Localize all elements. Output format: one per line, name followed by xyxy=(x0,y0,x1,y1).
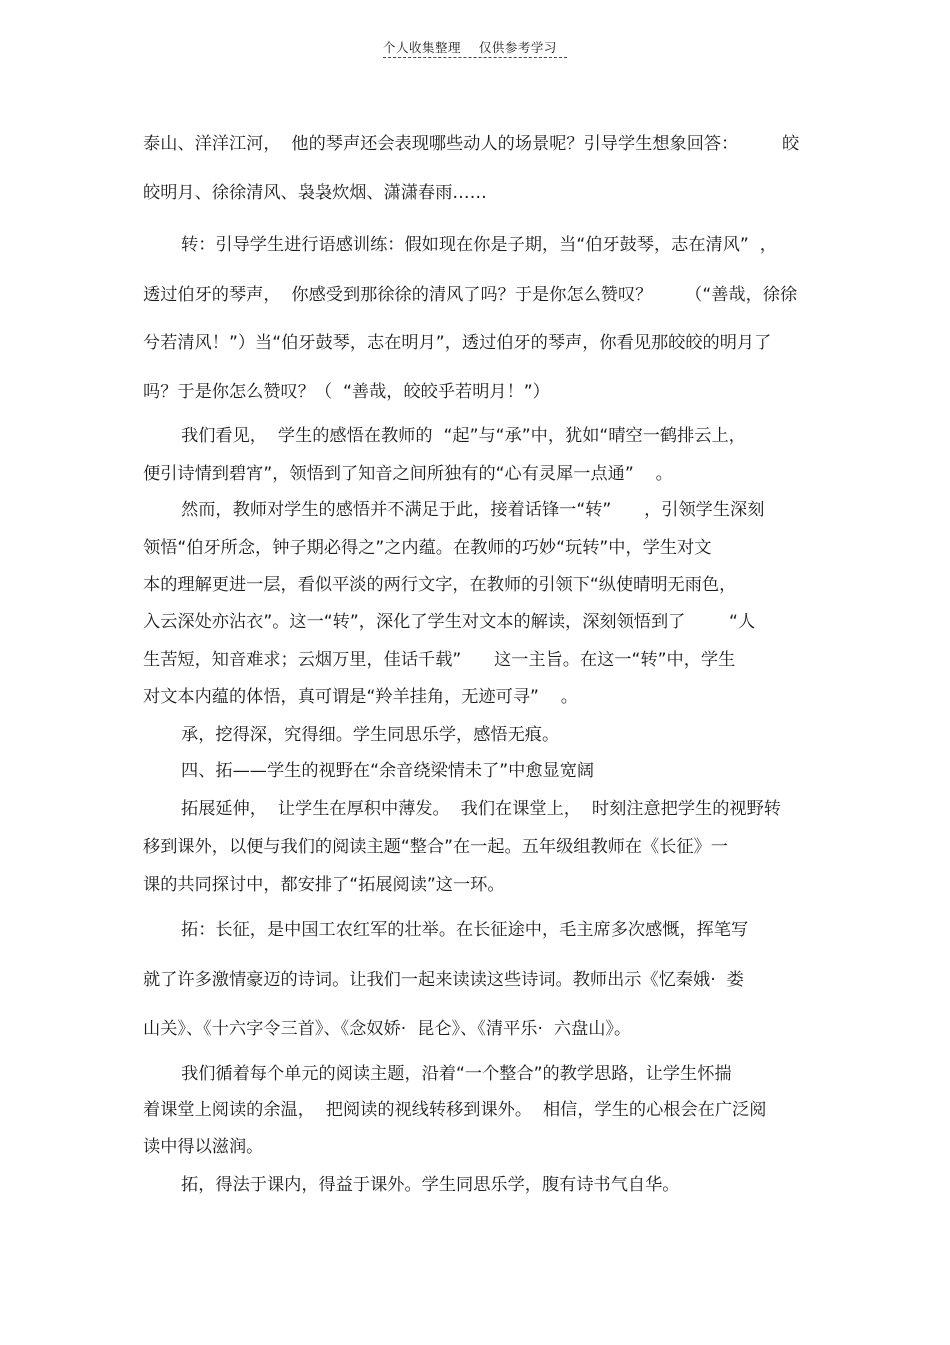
page-header: 个人收集整理 仅供参考学习 xyxy=(383,40,567,58)
text-line: 山关》、《十六字令三首》、《念奴娇· 昆仑》、《清平乐· 六盘山》。 xyxy=(143,1019,632,1039)
text-line: 兮若清风！”）当“伯牙鼓琴，志在明月”，透过伯牙的琴声，你看见那皎皎的明月了 xyxy=(143,333,772,353)
text-line: 移到课外，以便与我们的阅读主题“整合”在一起。五年级组教师在《长征》一 xyxy=(143,837,728,857)
text-line: 拓，得法于课内，得益于课外。学生同思乐学，腹有诗书气自华。 xyxy=(181,1175,680,1195)
text-line: 承，挖得深，究得细。学生同思乐学，感悟无痕。 xyxy=(181,725,560,745)
text-line: 然而，教师对学生的感悟并不满足于此，接着话锋一“转” ，引领学生深刻 xyxy=(181,500,765,520)
text-line: 入云深处亦沾衣”。这一“转”，深化了学生对文本的解读，深刻领悟到了 “人 xyxy=(143,612,756,632)
text-line: 读中得以滋润。 xyxy=(143,1137,264,1157)
text-line: 拓：长征，是中国工农红军的壮举。在长征途中，毛主席多次感慨，挥笔写 xyxy=(181,920,749,940)
text-line: 我们循着每个单元的阅读主题，沿着“一个整合”的教学思路，让学生怀揣 xyxy=(181,1064,732,1084)
text-line: 课的共同探讨中，都安排了“拓展阅读”这一环。 xyxy=(143,875,505,895)
text-line: 皎明月、徐徐清风、袅袅炊烟、潇潇春雨…… xyxy=(143,183,487,203)
text-line: 就了许多激情豪迈的诗词。让我们一起来读读这些诗词。教师出示《忆秦娥· 娄 xyxy=(143,970,744,990)
text-line: 透过伯牙的琴声， 你感受到那徐徐的清风了吗？于是你怎么赞叹？ （“善哉，徐徐 xyxy=(143,285,798,305)
text-line: 便引诗情到碧宵”，领悟到了知音之间所独有的“心有灵犀一点通” 。 xyxy=(143,464,673,484)
text-line: 领悟“伯牙所念，钟子期必得之”之内蕴。在教师的巧妙“玩转”中，学生对文 xyxy=(143,538,712,558)
text-line: 泰山、洋洋江河， 他的琴声还会表现哪些动人的场景呢？引导学生想象回答： 皎 xyxy=(143,134,800,154)
text-line: 本的理解更进一层，看似平淡的两行文字，在教师的引领下“纵使晴明无雨色， xyxy=(143,575,737,595)
text-line: 拓展延伸， 让学生在厚积中薄发。 我们在课堂上， 时刻注意把学生的视野转 xyxy=(181,799,781,819)
text-line: 转：引导学生进行语感训练：假如现在你是子期，当“伯牙鼓琴，志在清风” ， xyxy=(181,235,777,255)
text-line: 吗？于是你怎么赞叹？（ “善哉，皎皎乎若明月！”） xyxy=(143,382,550,402)
text-line: 对文本内蕴的体悟，真可谓是“羚羊挂角，无迹可寻” 。 xyxy=(143,687,578,707)
text-line: 着课堂上阅读的余温， 把阅读的视线转移到课外。 相信，学生的心根会在广泛阅 xyxy=(143,1100,767,1120)
text-line: 四、拓——学生的视野在“余音绕梁情未了”中愈显宽阔 xyxy=(181,761,595,781)
text-line: 我们看见， 学生的感悟在教师的 “起”与“承”中，犹如“晴空一鹤排云上， xyxy=(181,426,746,446)
text-line: 生苦短，知音难求；云烟万里，佳话千载” 这一主旨。在这一“转”中，学生 xyxy=(143,650,736,670)
